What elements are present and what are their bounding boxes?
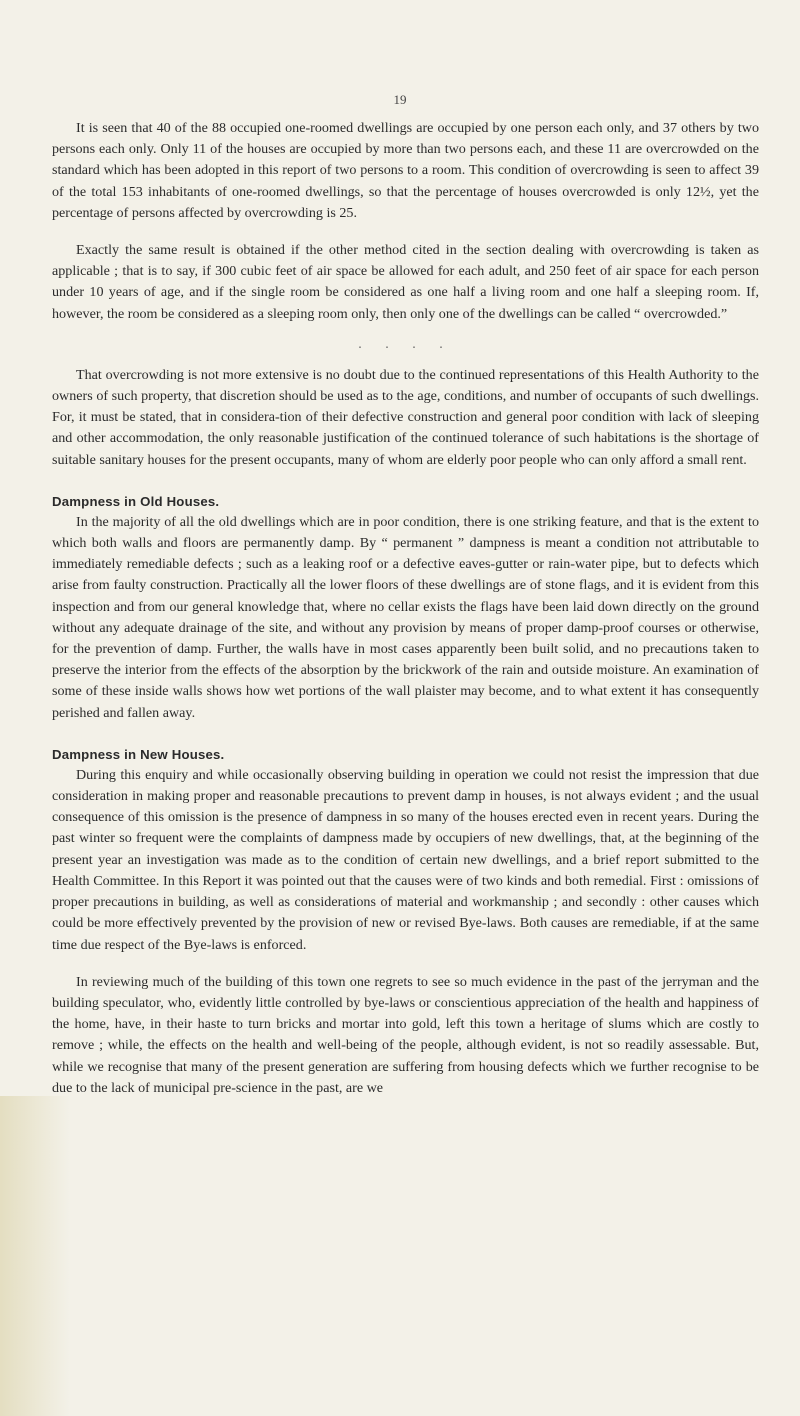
page-body — [52, 118, 759, 1099]
paragraph-one-roomed-occupancy: It is seen that 40 of the 88 occupied one-roomed dwellings are occupied by one person each only, and 37 others by two persons each only. Only 11 of the houses are occupied by more than two persons each, and these 11 are overcrowded on the standard which has been adopted in this report of two persons to a room. This condition of overcrowding is seen to affect 39 of the total 153 inhabitants of one-roomed dwellings, so that the percentage of houses overcrowded is only 12½, yet the percentage of persons affected by overcrowding is 25. — [52, 120, 759, 221]
ellipsis-separator: . . . . — [358, 336, 453, 352]
page-edge-shading — [0, 1096, 70, 1416]
paragraph-overcrowding-extent: That overcrowding is not more extensive is no doubt due to the continued representations of this Health Authority to the owners of such property, that discretion should be used as to the age, conditions, and number of occupants of such dwellings. For, it must be stated, that in considera-tion of their defective construction and general poor condition with lack of sleeping and other accommodation, the only reasonable justification of the continued tolerance of such habitations is the shortage of suitable sanitary houses for the present occupants, many of whom are elderly poor people who can only afford a small rent. — [52, 366, 759, 468]
paragraph-dampness-new-houses: During this enquiry and while occasionally observing building in operation we could not resist the impression that due consideration in making proper and reasonable precautions to prevent damp in houses, is not always evident ; and the usual consequence of this omission is the presence of dampness in so many of the houses erected even in recent years. During the past winter so frequent were the complaints of dampness made by occupiers of new dwellings, that, at the beginning of the present year an investigation was made as to the condition of certain new dwellings, and a brief report submitted to the Health Committee. In this Report it was pointed out that the causes were of two kinds and both remedial. First : omissions of proper precautions in building, as well as considerations of material and workmanship ; and secondly : other causes which could be more effectively prevented by the provision of new or revised Bye-laws. Both causes are remediable, if at the same time due respect of the Bye-laws is enforced. — [52, 766, 759, 953]
heading-dampness-old-houses: Dampness in Old Houses. — [52, 493, 220, 509]
paragraph-dampness-old-houses: In the majority of all the old dwellings which are in poor condition, there is one striking feature, and that is the extent to which both walls and floors are permanently damp. By “ permanent ” dampness is meant a condition not attributable to immediately remediable defects ; such as a leaking roof or a defective eaves-gutter or rain-water pipe, but to defects which arise from faulty construction. Practically all the lower floors of these dwellings are of stone flags, and it is evident from this inspection and from our general knowledge that, where no cellar exists the flags have been laid down directly on the ground without any adequate drainage of the site, and without any provision by means of proper damp-proof courses or otherwise, for the prevention of damp. Further, the walls have in most cases apparently been built solid, and no precautions taken to preserve the interior from the effects of the absorption by the brickwork of the rain and outside moisture. An examination of some of these inside walls shows how wet portions of the wall plaister may become, and to what extent it has consequently perished and fallen away. — [52, 513, 759, 721]
paragraph-town-building-review: In reviewing much of the building of this town one regrets to see so much evidence in the past of the jerryman and the building speculator, who, evidently little controlled by bye-laws or conscientious appreciation of the health and happiness of the home, have, in their haste to turn bricks and mortar into gold, left this town a heritage of slums which are costly to remove ; while, the effects on the health and well-being of the people, although evident, is not so readily assessable. But, while we recognise that many of the present generation are suffering from housing defects which we further recognise to be due to the lack of municipal pre-science in the past, are we — [52, 973, 759, 1096]
page-number: 19 — [393, 92, 407, 107]
paragraph-alternative-method: Exactly the same result is obtained if the other method cited in the section dealing with overcrowding is taken as applicable ; that is to say, if 300 cubic feet of air space be allowed for each adult, and 250 feet of air space for each person under 10 years of age, and if the single room be considered as one half a living room and one half a sleeping room. If, however, the room be considered as a sleeping room only, then only one of the dwellings can be called “ overcrowded.” — [52, 242, 759, 322]
heading-dampness-new-houses: Dampness in New Houses. — [52, 746, 225, 762]
